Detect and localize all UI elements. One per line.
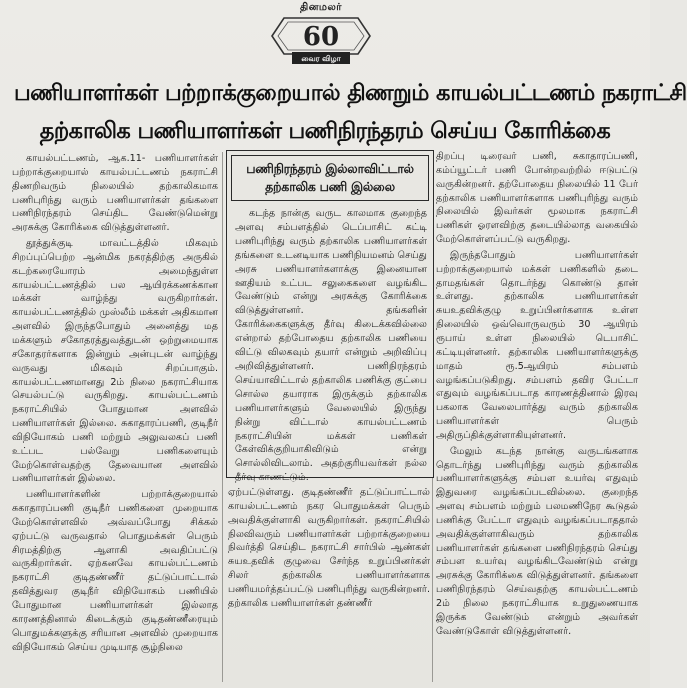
masthead-logo	[262, 2, 380, 66]
left-paragraph-3: பணியாளர்களின் பற்றாக்குறையால் சுகாதாரப்பணி குடிநீர் பணிகளை முறையாக மேற்கொள்ளவில் அவ்வப்போது சிக்கல் ஏற்பட்டு வருவதால் பொதுமக்கள் பெரும் சிரமத்திற்கு ஆளாகி அவதிப்பட்டு வருகிறார்கள். ஏற்கனவே காயல்பட்டணம் நகராட்சி குடிதண்ணீர் தட்டுப்பாட்டால் தவித்துவர குடிநீர் விநியோகம் பணியில் போதுமான பணியாளர்கள் இல்லாத காரணத்தினால் கிடைக்கும் குடிதண்ணீரையும் பொதுமக்களுக்கு சரியான அளவில் முறையாக விநியோகம் செய்ய முடியாத சூழ்நிலை	[12, 489, 218, 653]
sidebar-title-line-1: பணிநிரந்தரம் இல்லாவிட்டால்	[246, 161, 414, 176]
logo-name: தினமலர்	[300, 2, 342, 13]
sidebar-title-line-2: தற்காலிக பணி இல்லை	[265, 179, 395, 194]
right-paragraph-3: மேலும் கடந்த நான்கு வருடங்களாக தொடர்ந்து பணிபுரிந்து வரும் தற்காலிக பணியாளர்களுக்கு சம்பள உயர்வு எதுவும் இதுவரை வழங்கப்படவில்லை. குறைந்த அளவு சம்பளம் மற்றும் பலமணிநேர கூடுதல் பணிக்கு பேட்டா எதுவும் வழங்கப்படாததால் அவதிக்குள்ளாகிவரும் தற்காலிக பணியாளர்கள் தங்களை பணிநிரந்தரம் செய்து சம்பள உயர்வு வழங்கிடவேண்டும் என்று அரசுக்கு கோரிக்கை விடுத்துள்ளனர். தங்களை பணிநிரந்தரம் செய்வதற்கு காயல்பட்டணம் 2ம் நிலை நகராட்சியாக உறுதுணையாக இருக்க வேண்டும் என்றும் அவர்கள் வேண்டுகோள் விடுத்துள்ளனர்.	[436, 445, 638, 637]
headline	[14, 74, 687, 150]
sidebar-paragraph: கடந்த நான்கு வருட காலமாக குறைந்த அளவு சம்பளத்தில் டெப்பாசிட் கட்டி பணிபுரிந்து வரும் தற்காலிக பணியாளர்கள் தங்களை உடனடியாக பணிநியமனம் செய்து அரசு பணியாளர்களாக்கு இனையான ஊதியம் உட்பட சலுகைகளை வழங்கிட வேண்டும் என்று அரசுக்கு கோரிக்கை விடுத்துள்ளனர். தங்களின் கோரிக்கைகளுக்கு தீர்வு கிடைக்கவில்லை என்றால் தற்போதைய தற்காலிக பணியை விட்டு விலகவும் தயார் என்றும் அறிவிப்பு அறிவித்துள்ளனர். பணிநிரந்தரம் செய்யாவிட்டால் தற்காலிக பணிக்கு குட்பை சொல்ல தயாராக இருக்கும் தற்காலிக பணியாளர்களும் வேலையில் இருந்து நின்று விட்டால் காயல்பட்டணம் நகராட்சியின் மக்கள் பணிகள் கேள்விக்குறியாகிவிடும் என்று சொல்லிவிடலாம். அதற்குரியவர்கள் நல்ல தீர்வு காணட்டும்.	[235, 208, 427, 484]
sidebar-title	[231, 155, 429, 201]
logo-number: 60	[302, 22, 340, 52]
sidebar-box	[226, 150, 434, 484]
right-paragraph-1: திறப்பு டிரைவர் பணி, சுகாதாரப்பணி, கம்ப்யூட்டர் பணி போன்றவற்றில் ஈடுபட்டு வருகின்றனர். தற்போதைய நிலையில் 11 பேர் தற்காலிக பணியாளர்களாக பணிபுரிந்து வரும் நிலையில் இவர்கள் மூலமாக நகராட்சி பணிகள் ஓரளவிற்கு தடையில்லாத வகையில் மேற்கொள்ளப்பட்டு வருகிறது.	[436, 151, 638, 246]
headline-line-2: தற்காலிக பணியாளர்கள் பணிநிரந்தரம் செய்ய கோரிக்கை	[39, 118, 611, 144]
diamond-jubilee-emblem-icon	[262, 10, 380, 66]
sidebar-body	[235, 207, 427, 484]
right-paragraph-2: இருந்தபோதும் பணியாளர்கள் பற்றாக்குறையால் மக்கள் பணிகளில் தடை தாமதங்கள் தொடர்ந்து கொண்டு தான் உள்ளது. தற்காலிக பணியாளர்கள் சுயஉதவிக்குழு உறுப்பினர்களாக உள்ள நிலையில் ஒவ்வொருவரும் 30 ஆயிரம் ரூபாய் உள்ள நிலையில் டெபாசிட் கட்டியுள்ளனர். தற்காலிக பணியாளர்களுக்கு மாதம் ரூ.5ஆயிரம் சம்பளம் வழங்கப்படுகிறது. சம்பளம் தவிர பேட்டா எதுவும் வழங்கப்படாத காரணத்தினால் இரவு பகலாக வேலைபார்த்து வரும் தற்காலிக பணியாளர்கள் பெரும் அதிருப்திக்குள்ளாகியுள்ளனர்.	[436, 249, 638, 441]
left-paragraph-1: காயல்பட்டணம், ஆக.11- பணியாளர்கள் பற்றாக்குறையால் காயல்பட்டணம் நகராட்சி திணறிவரும் நிலையில் தற்காலிகமாக பணிபுரிந்து வரும் பணியாளர்கள் தங்களை பணிநிரந்தரம் செய்திட வேண்டுமென்று அரசுக்கு கோரிக்கை விடுத்துள்ளனர்.	[12, 153, 218, 234]
headline-line-1: பணியாளர்கள் பற்றாக்குறையால் திணறும் காயல்பட்டணம் நகராட்சி	[14, 80, 687, 106]
logo-subtitle: வைர விழா	[301, 54, 341, 63]
middle-paragraph-1: ஏற்பட்டுள்ளது. குடிதண்ணீர் தட்டுப்பாட்டால் காயல்பட்டணம் நகர பொதுமக்கள் பெரும் அவதிக்குள்ளாகி வருகிறார்கள். நகராட்சியில் நிலவிவரும் பணியாளர்கள் பற்றாக்குறையை நிவர்த்தி செய்திட நகராட்சி சார்பில் ஆண்கள் சுயஉதவிக் குழுவை சேர்ந்த உறுப்பினர்கள் சிலர் தற்காலிக பணியாளர்களாக பணியமர்த்தப்பட்டு பணிபுரிந்து வருகின்றனர். தற்காலிக பணியாளர்கள் தண்ணீர்	[228, 487, 430, 609]
right-column	[436, 150, 638, 688]
left-column	[12, 152, 218, 688]
left-paragraph-2: தூத்துக்குடி மாவட்டத்தில் மிகவும் சிறப்புப்பெற்ற ஆன்மிக நகரத்திற்கு அருகில் கடற்கரையோரம் அமைந்துள்ள காயல்பட்டணத்தில் பல ஆயிரக்கணக்கான மக்கள் வாழ்ந்து வருகிறார்கள். காயல்பட்டணத்தில் முஸ்லீம் மக்கள் அதிகமான அளவில் இருந்தபோதும் அனைத்து மத மக்களும் சகோதரத்துவத்துடன் ஒற்றுமையாக சகோதரர்களாக இன்றும் அன்புடன் வாழ்ந்து வருவது மிகவும் சிறப்பாகும். காயல்பட்டணமானது 2ம் நிலை நகராட்சியாக செயல்பட்டு வருகிறது. காயல்பட்டணம் நகராட்சியில் போதுமான அளவில் பணியாளர்கள் இல்லை. சுகாதாரப்பணி, குடிநீர் விநியோகம் பணி மற்றும் அலுவலகப் பணி உட்பட பல்வேறு பணிகளையும் மேற்கொள்வதற்கு தேவையான அளவில் பணியாளர்கள் இல்லை.	[12, 238, 218, 485]
column-divider	[222, 152, 223, 682]
middle-column	[228, 486, 430, 688]
